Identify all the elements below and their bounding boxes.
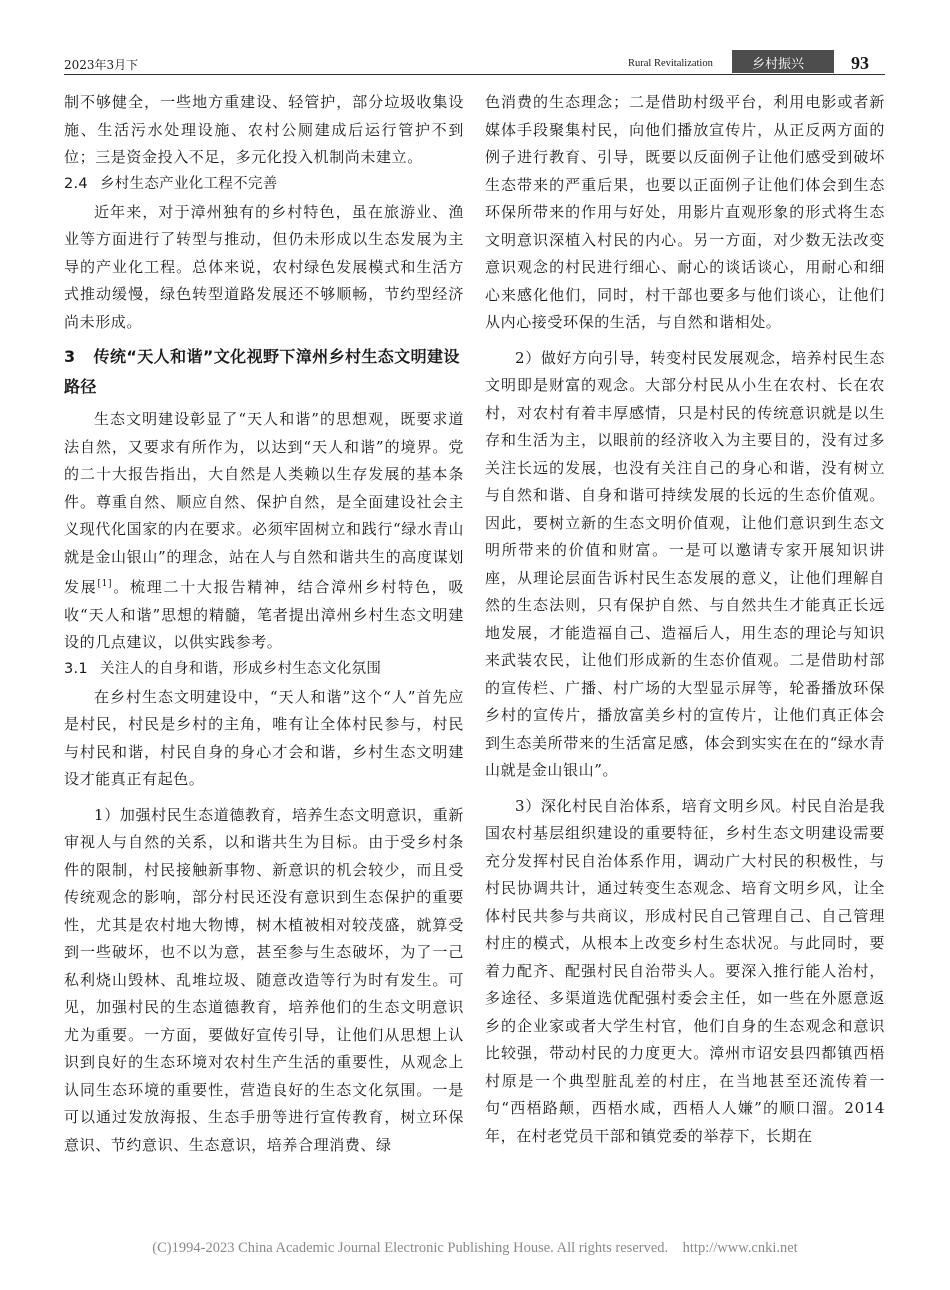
right-column [485,89,885,1150]
footer-url: http://www.cnki.net [682,1240,798,1256]
paragraph: 制不够健全，一些地方重建设、轻管护，部分垃圾收集设施、生活污水处理设施、农村公厕建成后运行管护不到位；三是资金投入不足，多元化投入机制尚未建立。 [64,93,464,166]
section-number: 2.4 [64,175,88,192]
paragraph: 色消费的生态理念；二是借助村级平台，利用电影或者新媒体手段聚集村民，向他们播放宣传片，从正反两方面的例子进行教育、引导，既要以反面例子让他们感受到破坏生态带来的严重后果，也要以正面例子让他们体会到生态环保所带来的作用与好处，用影片直观形象的形式将生态文明意识深植入村民的内心。另一方面，对少数无法改变意识观念的村民进行细心、耐心的谈话谈心，用耐心和细心来感化他们，同时，村干部也要多与他们谈心，让他们从内心接受环保的生活，与自然和谐相处。 [485,93,885,331]
paragraph [64,406,464,657]
page-number: 93 [851,53,869,73]
section-number: 3 [64,347,76,366]
page-header [0,0,950,80]
section-heading-3 [64,342,464,402]
left-column [64,89,464,1159]
section-title: 关注人的自身和谐，形成乡村生态文化氛围 [99,660,382,677]
copyright-text: (C)1994-2023 China Academic Journal Electronic Publishing House. All rights reserved. [152,1240,669,1256]
section-number: 3.1 [64,660,88,677]
section-title: 传统“天人和谐”文化视野下漳州乡村生态文明建设路径 [64,347,460,396]
paragraph: 1）加强村民生态道德教育，培养生态文明意识，重新审视人与自然的关系，以和谐共生为目标。由于受乡村条件的限制，村民接触新事物、新意识的机会较少，而且受传统观念的影响，部分村民还没有意识到生态保护的重要性，尤其是农村地大物博，树木植被相对较茂盛，就算受到一些破坏，也不以为意，甚至参与生态破坏，为了一己私利烧山毁林、乱堆垃圾、随意改造等行为时有发生。可见，加强村民的生态道德教育，培养他们的生态文明意识尤为重要。一方面，要做好宣传引导，让他们从思想上认识到良好的生态环境对农村生产生活的重要性，从观念上认同生态环境的重要性，营造良好的生态文化氛围。一是可以通过发放海报、生态手册等进行宣传教育，树立环保意识、节约意识、生态意识，培养合理消费、绿 [64,805,464,1154]
column-title-english: Rural Revitalization [628,58,713,69]
paragraph-text: 生态文明建设彰显了“天人和谐”的思想观，既要求道法自然，又要求有所作为，以达到“天人和谐”的境界。党的二十大报告指出，大自然是人类赖以生存发展的基本条件。尊重自然、顺应自然、保护自然，是全面建设社会主义现代化国家的内在要求。必须牢固树立和践行“绿水青山就是金山银山”的理念，站在人与自然和谐共生的高度谋划发展 [64,410,464,596]
paragraph: 近年来，对于漳州独有的乡村特色，虽在旅游业、渔业等方面进行了转型与推动，但仍未形成以生态发展为主导的产业化工程。总体来说，农村绿色发展模式和生活方式推动缓慢，绿色转型道路发展还不够顺畅，节约型经济尚未形成。 [64,202,464,331]
section-heading-2-4 [64,172,464,196]
column-title-chinese: 乡村振兴 [752,57,805,72]
issue-date: 2023年3月下 [64,58,139,72]
citation-ref: [1] [97,579,113,589]
paragraph: 2）做好方向引导，转变村民发展观念，培养村民生态文明即是财富的观念。大部分村民从小生在农村、长在农村，对农村有着丰厚感情，只是村民的传统意识就是以生存和生活为主，以眼前的经济收入为主要目的，没有过多关注长远的发展，也没有关注自己的身心和谐，没有树立与自然和谐、自身和谐可持续发展的长远的生态价值观。因此，要树立新的生态文明价值观，让他们意识到生态文明所带来的价值和财富。一是可以邀请专家开展知识讲座，从理论层面告诉村民生态发展的意义，让他们理解自然的生态法则，只有保护自然、与自然共生才能真正长远地发展，才能造福自己、造福后人，用生态的理论与知识来武装农民，让他们形成新的生态价值观。二是借助村部的宣传栏、广播、村广场的大型显示屏等，轮番播放环保乡村的宣传片，播放富美乡村的宣传片，让他们真正体会到生态美所带来的生活富足感，体会到实实在在的“绿水青山就是金山银山”。 [485,348,885,779]
paragraph: 在乡村生态文明建设中，“天人和谐”这个“人”首先应是村民，村民是乡村的主角，唯有让全体村民参与，村民与村民和谐，村民自身的身心才会和谐，乡村生态文明建设才能真正有起色。 [64,687,464,788]
section-title: 乡村生态产业化工程不完善 [99,175,278,192]
copyright-footer [0,1240,950,1257]
section-heading-3-1 [64,657,464,681]
paragraph-text: 。梳理二十大报告精神，结合漳州乡村特色，吸收“天人和谐”思想的精髓，笔者提出漳州乡村生态文明建设的几点建议，以供实践参考。 [64,578,464,651]
paragraph: 3）深化村民自治体系，培育文明乡风。村民自治是我国农村基层组织建设的重要特征，乡村生态文明建设需要充分发挥村民自治体系作用，调动广大村民的积极性，与村民协调共计，通过转变生态观念、培育文明乡风，让全体村民共参与共商议，形成村民自己管理自己、自己管理村庄的模式，从根本上改变乡村生态状况。与此同时，要着力配齐、配强村民自治带头人。要深入推行能人治村，多途径、多渠道选优配强村委会主任，如一些在外愿意返乡的企业家或者大学生村官，他们自身的生态观念和意识比较强，带动村民的力度更大。漳州市诏安县四都镇西梧村原是一个典型脏乱差的村庄，在当地甚至还流传着一句“西梧路颠，西梧水咸，西梧人人嫌”的顺口溜。2014年，在村老党员干部和镇党委的举荐下，长期在 [485,796,885,1145]
header-divider [64,74,885,75]
